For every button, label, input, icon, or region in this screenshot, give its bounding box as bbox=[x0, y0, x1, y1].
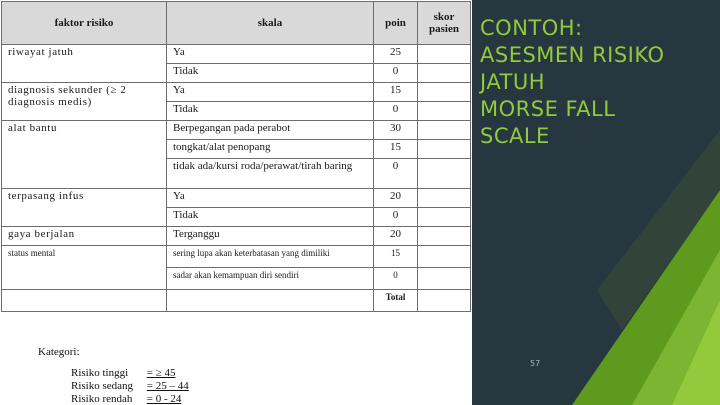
scale-cell: Tidak bbox=[167, 208, 374, 227]
scale-cell: Tidak bbox=[167, 64, 374, 83]
header-poin: poin bbox=[374, 2, 418, 45]
score-cell bbox=[418, 227, 471, 246]
kategori-heading: Kategori: bbox=[38, 346, 80, 358]
score-cell bbox=[418, 290, 471, 312]
table-row bbox=[2, 45, 471, 64]
title-line: ASESMEN RISIKO bbox=[480, 43, 665, 67]
table-row bbox=[2, 246, 471, 268]
score-cell bbox=[418, 102, 471, 121]
score-cell bbox=[418, 159, 471, 189]
slide-title bbox=[480, 15, 710, 150]
score-cell bbox=[418, 208, 471, 227]
kategori-label: Risiko sedang bbox=[71, 380, 134, 392]
table-row bbox=[2, 290, 471, 312]
score-cell bbox=[418, 246, 471, 268]
scale-cell: tidak ada/kursi roda/perawat/tirah baring bbox=[167, 159, 374, 189]
total-label: Total bbox=[374, 290, 418, 312]
scale-cell: Tidak bbox=[167, 102, 374, 121]
title-line: SCALE bbox=[480, 124, 550, 148]
scale-cell bbox=[167, 290, 374, 312]
score-cell bbox=[418, 64, 471, 83]
scale-cell: Terganggu bbox=[167, 227, 374, 246]
scale-cell: tongkat/alat penopang bbox=[167, 140, 374, 159]
point-cell: 15 bbox=[374, 83, 418, 102]
kategori-value: = ≥ 45 bbox=[146, 367, 176, 379]
point-cell: 20 bbox=[374, 189, 418, 208]
point-cell: 0 bbox=[374, 208, 418, 227]
scale-cell: sering lupa akan keterbatasan yang dimiliki bbox=[167, 246, 374, 268]
score-cell bbox=[418, 268, 471, 290]
scale-cell: Ya bbox=[167, 45, 374, 64]
scale-cell: Ya bbox=[167, 189, 374, 208]
kategori-value: = 25 – 44 bbox=[146, 380, 189, 392]
point-cell: 0 bbox=[374, 268, 418, 290]
kategori-item-tinggi bbox=[71, 367, 176, 379]
table-row bbox=[2, 121, 471, 140]
scale-cell: Berpegangan pada perabot bbox=[167, 121, 374, 140]
title-line: CONTOH: bbox=[480, 16, 583, 40]
factor-cell: gaya berjalan bbox=[2, 227, 167, 246]
table-row bbox=[2, 227, 471, 246]
factor-cell: terpasang infus bbox=[2, 189, 167, 227]
point-cell: 0 bbox=[374, 64, 418, 83]
kategori-label: Risiko tinggi bbox=[71, 367, 129, 379]
point-cell: 0 bbox=[374, 102, 418, 121]
point-cell: 0 bbox=[374, 159, 418, 189]
title-line: JATUH bbox=[480, 70, 546, 94]
table-row bbox=[2, 83, 471, 102]
table-row bbox=[2, 189, 471, 208]
factor-cell: diagnosis sekunder (≥ 2 diagnosis medis) bbox=[2, 83, 167, 121]
header-skala: skala bbox=[167, 2, 374, 45]
kategori-item-sedang bbox=[71, 380, 189, 392]
morse-fall-scale-table bbox=[1, 1, 471, 312]
title-line: MORSE FALL bbox=[480, 97, 616, 121]
factor-cell: alat bantu bbox=[2, 121, 167, 189]
score-cell bbox=[418, 83, 471, 102]
scale-cell: sadar akan kemampuan diri sendiri bbox=[167, 268, 374, 290]
kategori-label: Risiko rendah bbox=[71, 393, 133, 405]
page-number: 57 bbox=[530, 359, 541, 368]
factor-cell bbox=[2, 290, 167, 312]
factor-cell: status mental bbox=[2, 246, 167, 290]
point-cell: 15 bbox=[374, 140, 418, 159]
point-cell: 15 bbox=[374, 246, 418, 268]
score-cell bbox=[418, 45, 471, 64]
score-cell bbox=[418, 121, 471, 140]
scale-cell: Ya bbox=[167, 83, 374, 102]
point-cell: 30 bbox=[374, 121, 418, 140]
score-cell bbox=[418, 140, 471, 159]
header-faktor: faktor risiko bbox=[2, 2, 167, 45]
factor-cell: riwayat jatuh bbox=[2, 45, 167, 83]
point-cell: 20 bbox=[374, 227, 418, 246]
table-header-row bbox=[2, 2, 471, 45]
score-cell bbox=[418, 189, 471, 208]
kategori-value: = 0 - 24 bbox=[146, 393, 182, 405]
point-cell: 25 bbox=[374, 45, 418, 64]
kategori-item-rendah bbox=[71, 393, 181, 405]
header-skor: skor pasien bbox=[418, 2, 471, 45]
